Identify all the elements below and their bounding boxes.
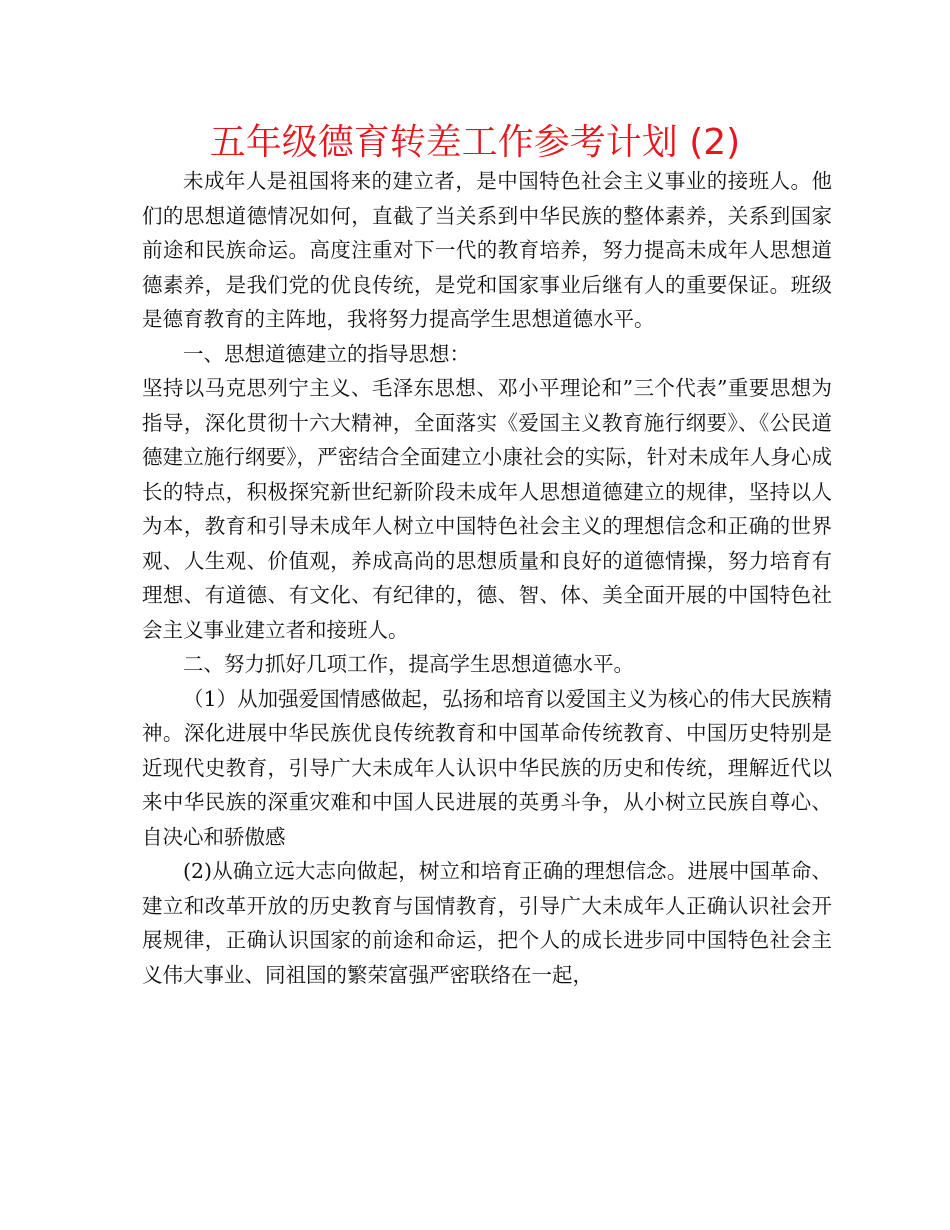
paragraph-intro: 未成年人是祖国将来的建立者，是中国特色社会主义事业的接班人。他们的思想道德情况如何，直截了当关系到中华民族的整体素养，关系到国家前途和民族命运。高度注重对下一代的教育培养，努力提高未成年人思想道德素养，是我们党的优良传统，是党和国家事业后继有人的重要保证。班级是德育教育的主阵地，我将努力提高学生思想道德水平。 — [142, 169, 832, 331]
paragraph-item-1: （1）从加强爱国情感做起，弘扬和培育以爱国主义为核心的伟大民族精神。深化进展中华民族优良传统教育和中国革命传统教育、中国历史特别是近现代史教育，引导广大未成年人认识中华民族的历史和传统，理解近代以来中华民族的深重灾难和中国人民进展的英勇斗争，从小树立民族自尊心、自决心和骄傲感 — [142, 686, 832, 849]
section-heading-2: 二、努力抓好几项工作，提高学生思想道德水平。 — [183, 652, 634, 676]
document-title: 五年级德育转差工作参考计划 (2) — [209, 122, 741, 163]
paragraph-guiding-thought: 坚持以马克思列宁主义、毛泽东思想、邓小平理论和”三个代表”重要思想为指导，深化贯彻十六大精神，全面落实《爱国主义教育施行纲要》、《公民道德建立施行纲要》，严密结合全面建立小康社会的实际，针对未成年人身心成长的特点，积极探究新世纪新阶段未成年人思想道德建立的规律，坚持以人为本，教育和引导未成年人树立中国特色社会主义的理想信念和正确的世界观、人生观、价值观，养成高尚的思想质量和良好的道德情操，努力培育有理想、有道德、有文化、有纪律的，德、智、体、美全面开展的中国特色社会主义事业建立者和接班人。 — [142, 376, 832, 642]
paragraph-item-2: (2)从确立远大志向做起，树立和培育正确的理想信念。进展中国革命、建立和改革开放的历史教育与国情教育，引导广大未成年人正确认识社会开展规律，正确认识国家的前途和命运，把个人的成长进步同中国特色社会主义伟大事业、同祖国的繁荣富强严密联络在一起， — [142, 859, 832, 987]
section-heading-1: 一、思想道德建立的指导思想： — [183, 341, 470, 366]
document-body — [142, 164, 832, 992]
